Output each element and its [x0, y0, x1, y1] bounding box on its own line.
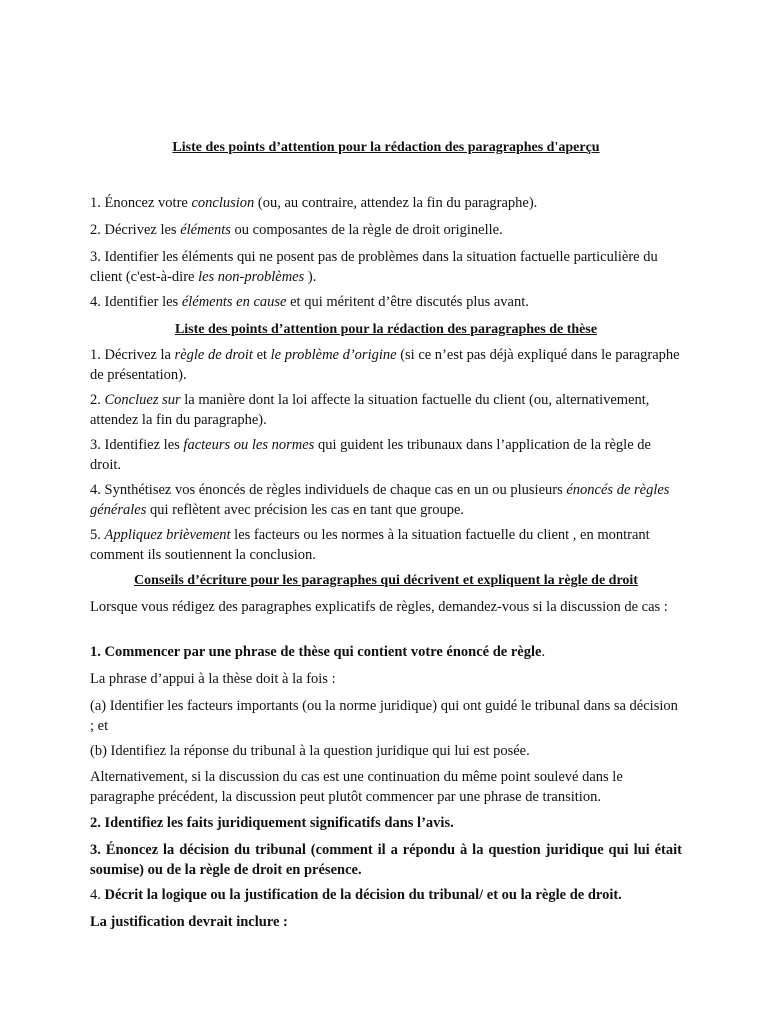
section1-item-2: 2. Décrivez les éléments ou composantes de la règle de droit originelle.	[90, 222, 503, 238]
section3-item-b: (b) Identifiez la réponse du tribunal à la question juridique qui lui est posée.	[90, 743, 530, 759]
section3-support: La phrase d’appui à la thèse doit à la fois :	[90, 671, 336, 687]
section3-point-1: 1. Commencer par une phrase de thèse qui contient votre énoncé de règle.	[90, 644, 546, 660]
section1-item-3: 3. Identifier les éléments qui ne posent pas de problèmes dans la situation factuelle particulière du client (c'est-à-dire les non-problèmes ).	[90, 249, 658, 285]
section1-heading: Liste des points d’attention pour la rédaction des paragraphes d'aperçu	[172, 140, 600, 155]
section2-item-5: 5. Appliquez brièvement les facteurs ou les normes à la situation factuelle du client , en montrant comment ils soutiennent la conclusion.	[90, 527, 650, 563]
section1-item-1: 1. Énoncez votre conclusion (ou, au contraire, attendez la fin du paragraphe).	[90, 195, 538, 211]
section3-point-3: 3. Énoncez la décision du tribunal (comment il a répondu à la question juridique qui lui était soumise) ou de la règle de droit en présence.	[90, 842, 682, 878]
section3-point-2: 2. Identifiez les faits juridiquement significatifs dans l’avis.	[90, 815, 454, 831]
section2-item-2: 2. Concluez sur la manière dont la loi affecte la situation factuelle du client (ou, alternativement, attendez la fin du paragraphe).	[90, 392, 650, 428]
section1-item-4: 4. Identifier les éléments en cause et qui méritent d’être discutés plus avant.	[90, 294, 529, 310]
section2-item-4: 4. Synthétisez vos énoncés de règles individuels de chaque cas en un ou plusieurs énoncés de règles générales qui reflètent avec précision les cas en tant que groupe.	[90, 482, 670, 518]
section3-item-a: (a) Identifier les facteurs importants (ou la norme juridique) qui ont guidé le tribunal dans sa décision ; et	[90, 698, 678, 734]
section2-item-1: 1. Décrivez la règle de droit et le problème d’origine (si ce n’est pas déjà expliqué dans le paragraphe de présentation).	[90, 347, 680, 383]
section3-intro: Lorsque vous rédigez des paragraphes explicatifs de règles, demandez-vous si la discussion de cas :	[90, 599, 668, 615]
section3-justification: La justification devrait inclure :	[90, 914, 288, 930]
section2-heading: Liste des points d’attention pour la rédaction des paragraphes de thèse	[174, 322, 598, 337]
section3-alternative: Alternativement, si la discussion du cas est une continuation du même point soulevé dans le paragraphe précédent, la discussion peut plutôt commencer par une phrase de transition.	[90, 769, 623, 805]
section3-heading: Conseils d’écriture pour les paragraphes qui décrivent et expliquent la règle de droit	[134, 573, 638, 588]
section3-point-4: 4. Décrit la logique ou la justification de la décision du tribunal/ et ou la règle de droit.	[90, 887, 622, 903]
section2-item-3: 3. Identifiez les facteurs ou les normes qui guident les tribunaux dans l’application de la règle de droit.	[90, 437, 651, 473]
